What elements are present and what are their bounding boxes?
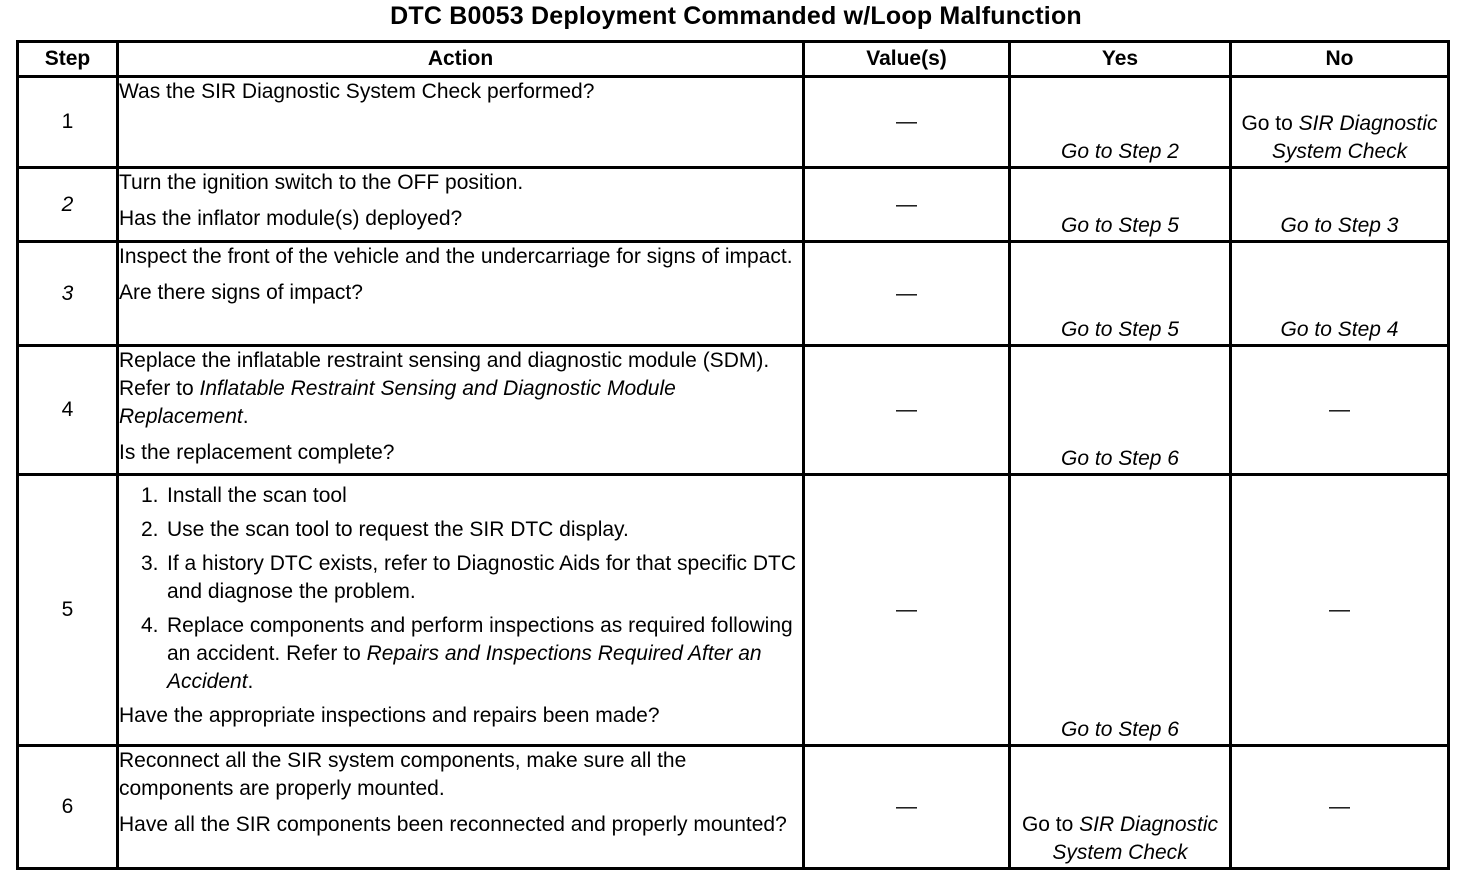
value-cell: — [804, 242, 1010, 346]
yes-cell [1010, 346, 1231, 475]
value-cell: — [804, 168, 1010, 242]
header-row [18, 42, 1449, 77]
yes-text: Go to Step 5 [1061, 214, 1179, 237]
no-cell [1231, 242, 1449, 346]
header-values: Value(s) [804, 42, 1010, 77]
table-row [18, 346, 1449, 475]
page-title: DTC B0053 Deployment Commanded w/Loop Malfunction [390, 2, 1082, 30]
action-text: Was the SIR Diagnostic System Check performed? [119, 80, 595, 103]
step-number: 4 [18, 346, 118, 475]
action-cell [118, 77, 804, 168]
table-row [18, 168, 1449, 242]
no-prefix: Go to [1241, 112, 1299, 135]
list-reference: Repairs and Inspections Required After an Accident [167, 642, 762, 693]
list-text: Install the scan tool [167, 484, 347, 507]
yes-text: Go to Step 5 [1061, 318, 1179, 341]
list-number: 2. [141, 518, 159, 541]
diagnostic-table [16, 40, 1450, 870]
yes-cell [1010, 77, 1231, 168]
yes-text: Go to Step 6 [1061, 447, 1179, 470]
action-question: Has the inflator module(s) deployed? [119, 207, 463, 230]
yes-cell [1010, 746, 1231, 869]
no-reference: SIR Diagnostic System Check [1271, 112, 1438, 163]
value-cell: — [804, 475, 1010, 746]
list-text: Use the scan tool to request the SIR DTC display. [167, 518, 629, 541]
header-action: Action [118, 42, 804, 77]
list-text: Replace components and perform inspections as required following an accident. Refer to [167, 614, 793, 665]
action-question: Are there signs of impact? [119, 281, 363, 304]
yes-text: Go to Step 6 [1061, 718, 1179, 741]
yes-cell [1010, 168, 1231, 242]
step-number: 5 [18, 475, 118, 746]
value-cell: — [804, 346, 1010, 475]
list-text: If a history DTC exists, refer to Diagnostic Aids for that specific DTC and diagnose the problem. [167, 552, 797, 603]
action-cell [118, 746, 804, 869]
header-step: Step [18, 42, 118, 77]
table-row [18, 746, 1449, 869]
no-text: Go to Step 4 [1280, 318, 1399, 341]
header-no: No [1231, 42, 1449, 77]
yes-text: Go to Step 2 [1061, 140, 1179, 163]
list-item [141, 550, 802, 606]
list-item [141, 482, 802, 510]
step-number: 2 [18, 168, 118, 242]
no-cell [1231, 77, 1449, 168]
procedure-list [119, 482, 802, 696]
list-item [141, 612, 802, 696]
no-cell: — [1231, 746, 1449, 869]
value-cell: — [804, 746, 1010, 869]
action-reference: Inflatable Restraint Sensing and Diagnostic Module Replacement [119, 377, 676, 428]
table-row [18, 77, 1449, 168]
table-row [18, 242, 1449, 346]
list-suffix: . [247, 670, 254, 693]
action-cell [118, 346, 804, 475]
action-question: Have the appropriate inspections and repairs been made? [119, 704, 660, 727]
yes-reference: SIR Diagnostic System Check [1052, 813, 1219, 864]
header-yes: Yes [1010, 42, 1231, 77]
list-number: 4. [141, 614, 159, 637]
step-number: 3 [18, 242, 118, 346]
no-cell [1231, 168, 1449, 242]
action-text: Turn the ignition switch to the OFF position. [119, 171, 524, 194]
table-row [18, 475, 1449, 746]
yes-cell [1010, 242, 1231, 346]
action-cell [118, 475, 804, 746]
step-number: 6 [18, 746, 118, 869]
action-suffix: . [242, 405, 249, 428]
value-cell: — [804, 77, 1010, 168]
action-cell [118, 168, 804, 242]
no-cell: — [1231, 346, 1449, 475]
action-text: Inspect the front of the vehicle and the undercarriage for signs of impact. [119, 245, 793, 268]
action-question: Have all the SIR components been reconnected and properly mounted? [119, 813, 787, 836]
list-item [141, 516, 802, 544]
no-cell: — [1231, 475, 1449, 746]
step-number: 1 [18, 77, 118, 168]
yes-prefix: Go to [1021, 813, 1080, 836]
action-text: Reconnect all the SIR system components, make sure all the components are properly mounted. [119, 749, 687, 800]
yes-cell [1010, 475, 1231, 746]
no-text: Go to Step 3 [1280, 214, 1399, 237]
list-number: 3. [141, 552, 159, 575]
action-prefix: Replace the inflatable restraint sensing and diagnostic module (SDM). Refer to [119, 349, 770, 400]
list-number: 1. [141, 484, 159, 507]
action-cell [118, 242, 804, 346]
action-text [119, 347, 802, 431]
action-question: Is the replacement complete? [119, 441, 395, 464]
